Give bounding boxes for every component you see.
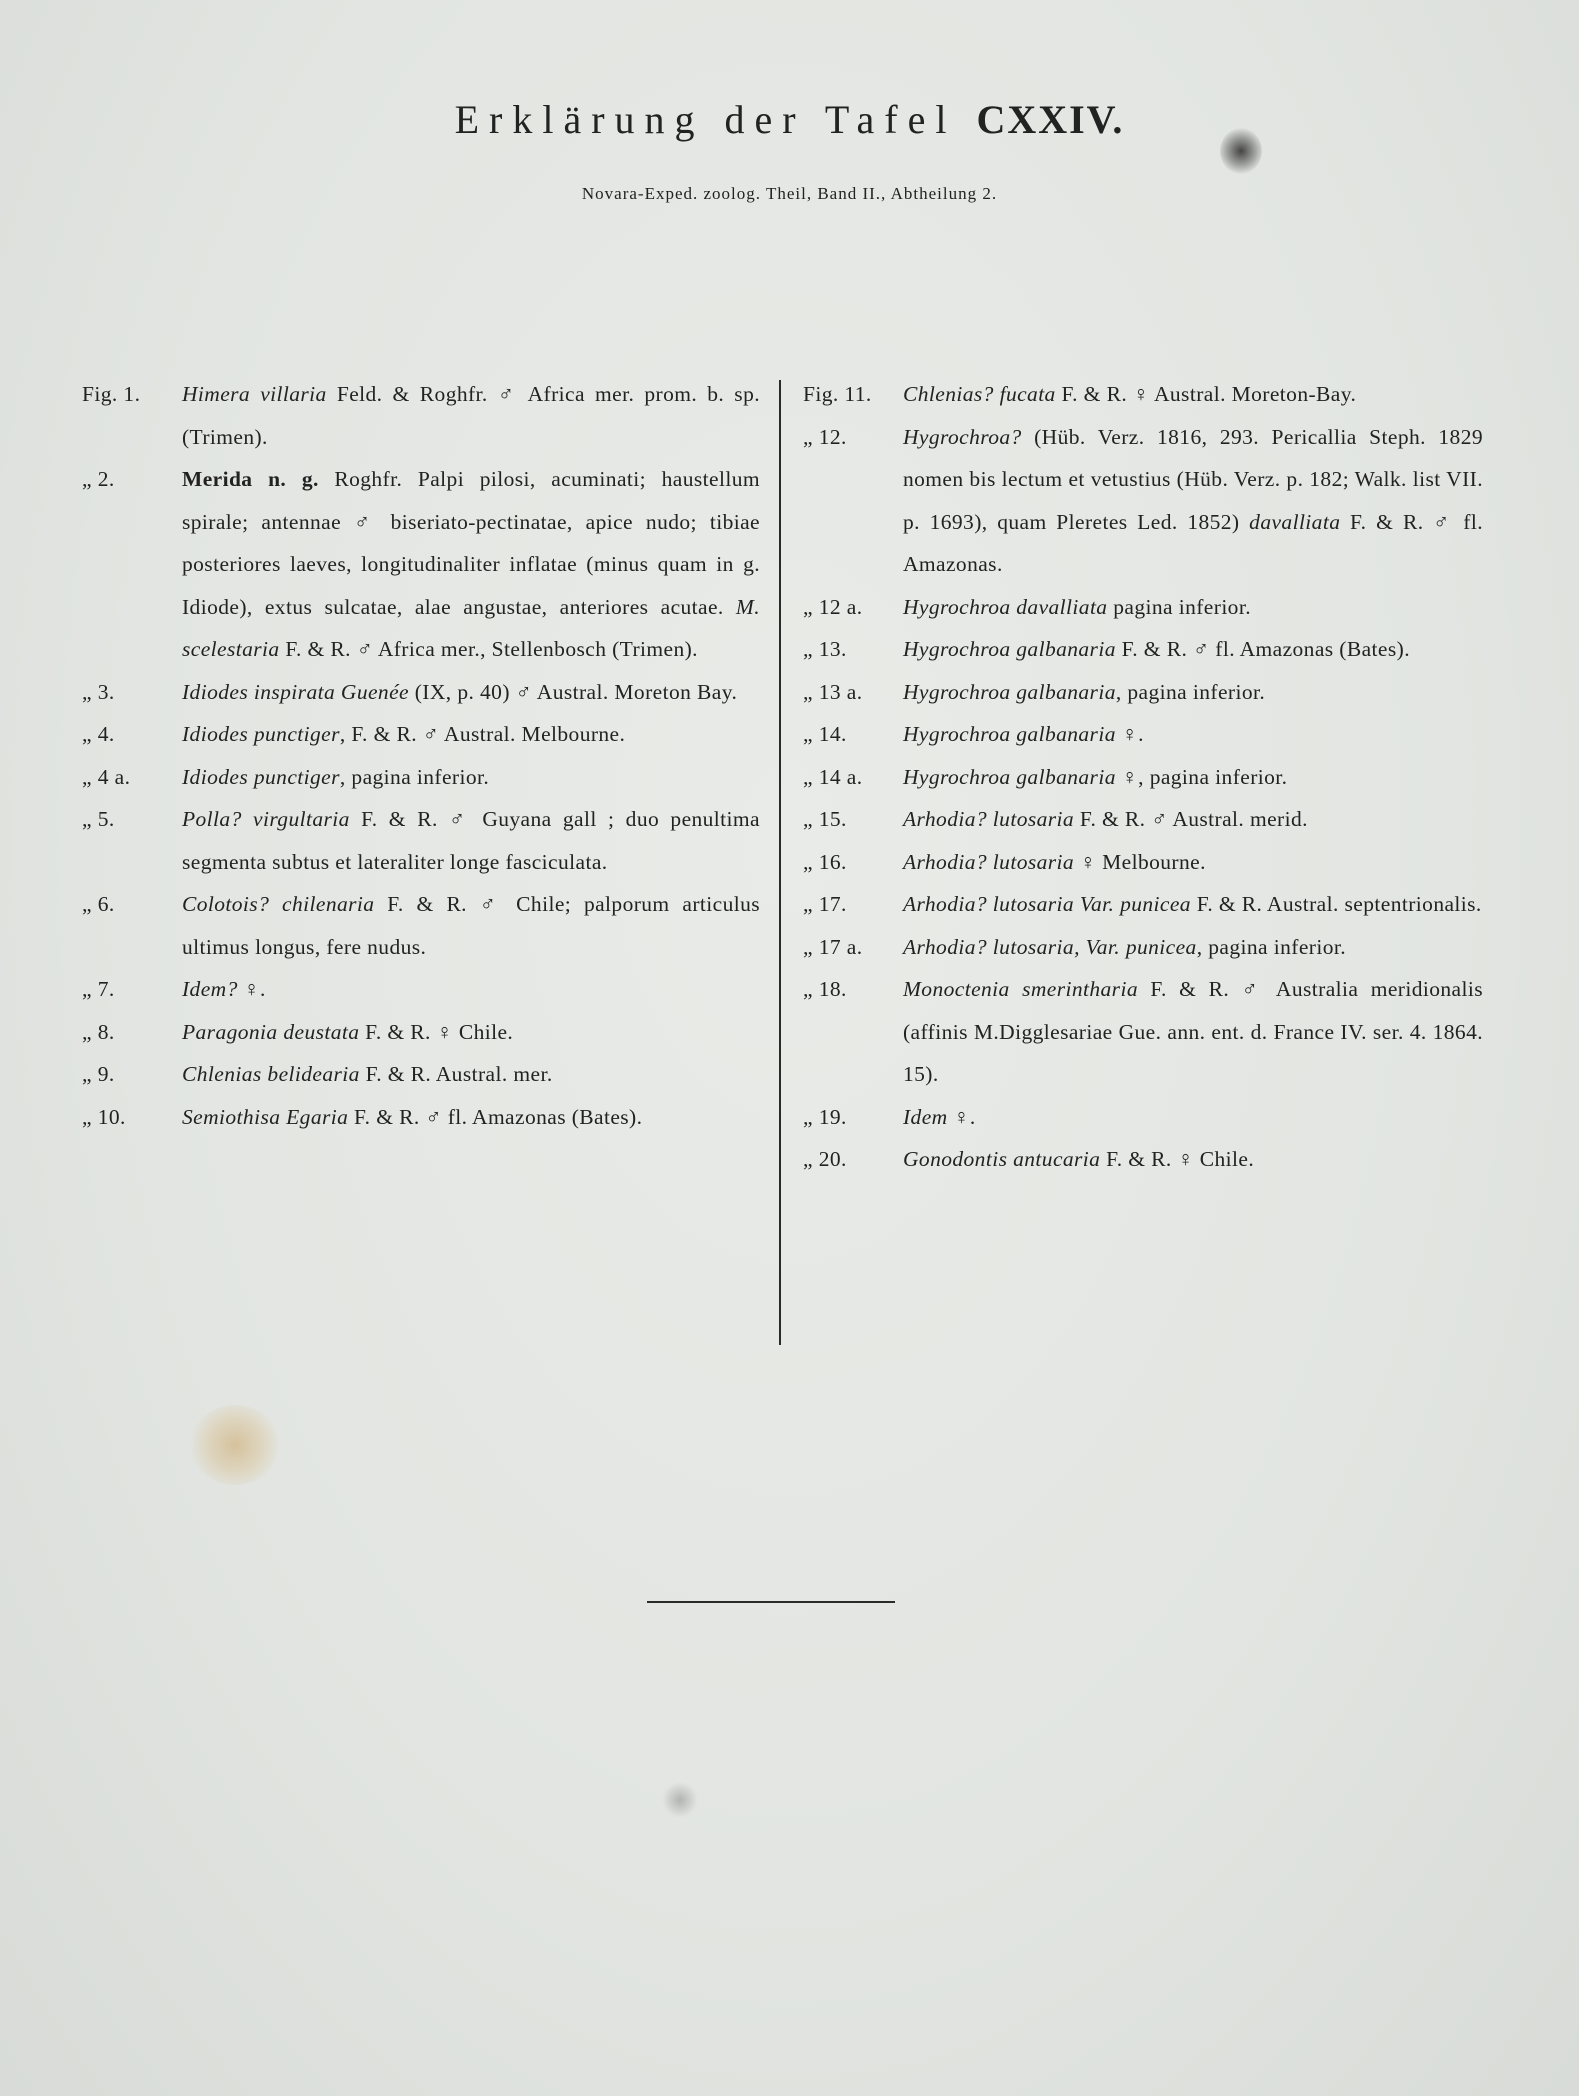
description-text: ♀, pagina inferior.: [1115, 764, 1288, 789]
figure-entry: [82, 798, 760, 883]
description-text: , pagina inferior.: [339, 764, 490, 789]
species-name: Semiothisa Egaria: [182, 1104, 349, 1129]
figure-label: „ 19.: [803, 1104, 847, 1129]
species-name: Hygrochroa davalliata: [903, 594, 1108, 619]
figure-entry: [82, 373, 760, 458]
figure-label: „ 4 a.: [82, 764, 131, 789]
figure-entry: [82, 968, 760, 1011]
description-text: Feld. & Roghfr. ♂ Africa mer. prom. b. sp. (Trimen).: [182, 382, 760, 449]
figure-label: „ 9.: [82, 1062, 115, 1086]
species-name: Polla? virgultaria: [182, 807, 350, 831]
title-plate-number: CXXIV.: [976, 97, 1125, 142]
description-text: F. & R. ♂ fl. Amazonas (Bates).: [348, 1104, 643, 1129]
figure-label: „ 13 a.: [803, 679, 863, 704]
description-text: (Hüb. Verz. 1816, 293. Pericallia Steph. 1829 nomen bis lectum et vetustius (Hüb. Verz. p. 182; Walk. list VII. p. 1693), quam Pleretes Led. 1852): [903, 424, 1483, 534]
figure-label: „ 14.: [803, 722, 847, 746]
description-text: , pagina inferior.: [1196, 934, 1347, 959]
figure-label: „ 4.: [82, 722, 115, 746]
species-name: Arhodia? lutosaria: [903, 807, 1075, 831]
figure-entry: [803, 671, 1483, 714]
figure-label: „ 3.: [82, 679, 115, 704]
description-text: F. & R. ♂ Africa mer., Stellenbosch (Trimen).: [279, 637, 698, 661]
species-name: Chlenias belidearia: [182, 1062, 360, 1086]
figure-entry: [803, 926, 1483, 969]
right-column: [803, 373, 1483, 1181]
figure-entry: [803, 968, 1483, 1096]
figure-entry: [82, 671, 760, 714]
paper-spot: [662, 1782, 698, 1818]
figure-entry: [803, 586, 1483, 629]
species-name: Idem: [903, 1104, 948, 1129]
description-text: F. & R. ♂ fl. Amazonas.: [903, 509, 1483, 576]
description-text: Roghfr. Palpi pilosi, acuminati; haustellum spirale; antennae ♂ biseriato-pectinatae, apice nudo; tibiae posteriores laeves, longitudinaliter inflatae (minus quam in g. Idiode), extus sulcatae, alae angustae, anteriores acutae.: [182, 467, 760, 619]
species-name: Paragonia deustata: [182, 1019, 360, 1044]
species-name: Arhodia? lutosaria, Var. punicea: [903, 934, 1197, 959]
description-text: F. & R. ♂ fl. Amazonas (Bates).: [1115, 637, 1410, 661]
figure-entry: [803, 713, 1483, 756]
species-name: Hygrochroa galbanaria: [903, 764, 1116, 789]
closing-rule: [647, 1601, 895, 1603]
figure-label: „ 12 a.: [803, 594, 863, 619]
species-name: Idem?: [182, 977, 238, 1001]
species-name: Gonodontis antucaria: [903, 1147, 1101, 1171]
figure-entry: [82, 756, 760, 799]
description-text: F. & R. ♀ Chile.: [359, 1019, 514, 1044]
figure-entry: [82, 458, 760, 671]
left-column: [82, 373, 760, 1138]
title-text: Erklärung der Tafel: [454, 97, 957, 142]
figure-entry: [82, 1053, 760, 1096]
figure-label: „ 12.: [803, 424, 847, 449]
figure-label: „ 17.: [803, 892, 847, 916]
description-text: F. & R. ♀ Austral. Moreton-Bay.: [1055, 382, 1357, 406]
figure-entry: [803, 373, 1483, 416]
figure-label: „ 20.: [803, 1147, 847, 1171]
description-text: F. & R. ♀ Chile.: [1100, 1147, 1255, 1171]
figure-label: „ 15.: [803, 807, 847, 831]
figure-entry: [82, 713, 760, 756]
figure-entry: [803, 841, 1483, 884]
species-name: Hygrochroa?: [903, 424, 1022, 449]
description-text: (IX, p. 40) ♂ Austral. Moreton Bay.: [408, 679, 738, 704]
figure-entry: [803, 756, 1483, 799]
species-name: Idiodes punctiger: [182, 722, 340, 746]
description-text: ♀.: [237, 977, 266, 1001]
species-name: Chlenias? fucata: [903, 382, 1056, 406]
figure-label: Fig. 1.: [82, 382, 141, 406]
figure-label: Fig. 11.: [803, 382, 872, 406]
description-text: F. & R. Austral. septentrionalis.: [1190, 892, 1482, 916]
species-name: Arhodia? lutosaria: [903, 849, 1075, 874]
species-name: Idiodes punctiger: [182, 764, 340, 789]
species-name: Hygrochroa galbanaria: [903, 679, 1116, 704]
figure-label: „ 6.: [82, 892, 115, 916]
description-text: F. & R. ♂ Australia meridionalis (affinis M.Digglesariae Gue. ann. ent. d. France IV. ser. 4. 1864. 15).: [903, 977, 1484, 1086]
figure-label: „ 8.: [82, 1019, 115, 1044]
description-text: ♀ Melbourne.: [1074, 849, 1206, 874]
figure-entry: [803, 798, 1483, 841]
description-text: , F. & R. ♂ Austral. Melbourne.: [339, 722, 626, 746]
column-divider: [779, 380, 781, 1345]
figure-entry: [82, 1011, 760, 1054]
description-text: F. & R. ♂ Austral. merid.: [1074, 807, 1308, 831]
figure-label: „ 2.: [82, 467, 115, 491]
species-name: Hygrochroa galbanaria: [903, 637, 1116, 661]
description-text: , pagina inferior.: [1115, 679, 1266, 704]
species-name: Hygrochroa galbanaria: [903, 722, 1116, 746]
species-name: Arhodia? lutosaria Var. punicea: [903, 892, 1191, 916]
figure-entry: [803, 883, 1483, 926]
species-name: Monoctenia smerintharia: [903, 977, 1138, 1001]
figure-entry: [803, 1096, 1483, 1139]
figure-label: „ 14 a.: [803, 764, 863, 789]
figure-entry: [82, 1096, 760, 1139]
figure-label: „ 18.: [803, 977, 847, 1001]
figure-entry: [803, 1138, 1483, 1181]
figure-entry: [803, 416, 1483, 586]
species-name: M. scelestaria: [182, 594, 760, 661]
description-text: pagina inferior.: [1107, 594, 1251, 619]
description-text: F. & R. ♂ Chile; palporum articulus ultimus longus, fere nudus.: [182, 892, 761, 959]
figure-label: „ 7.: [82, 977, 115, 1001]
description-text: ♀.: [947, 1104, 976, 1129]
figure-label: „ 17 a.: [803, 934, 863, 959]
species-name: davalliata: [1249, 509, 1341, 534]
figure-label: „ 5.: [82, 807, 115, 831]
species-name: Himera villaria: [182, 382, 327, 406]
description-text: F. & R. Austral. mer.: [359, 1062, 553, 1086]
figure-label: „ 16.: [803, 849, 847, 874]
page-title: [0, 92, 1579, 148]
species-name: Colotois? chilenaria: [182, 892, 375, 916]
species-name: Idiodes inspirata Guenée: [182, 679, 409, 704]
figure-label: „ 10.: [82, 1104, 126, 1129]
description-text: ♀.: [1115, 722, 1144, 746]
figure-entry: [82, 883, 760, 968]
figure-label: „ 13.: [803, 637, 847, 661]
foxing-stain: [190, 1405, 280, 1485]
figure-entry: [803, 628, 1483, 671]
page-subtitle: Novara-Exped. zoolog. Theil, Band II., Abtheilung 2.: [581, 184, 998, 203]
genus-name: Merida n. g.: [182, 467, 319, 491]
description-text: F. & R. ♂ Guyana gall ; duo penultima segmenta subtus et lateraliter longe fasciculata.: [182, 807, 760, 874]
